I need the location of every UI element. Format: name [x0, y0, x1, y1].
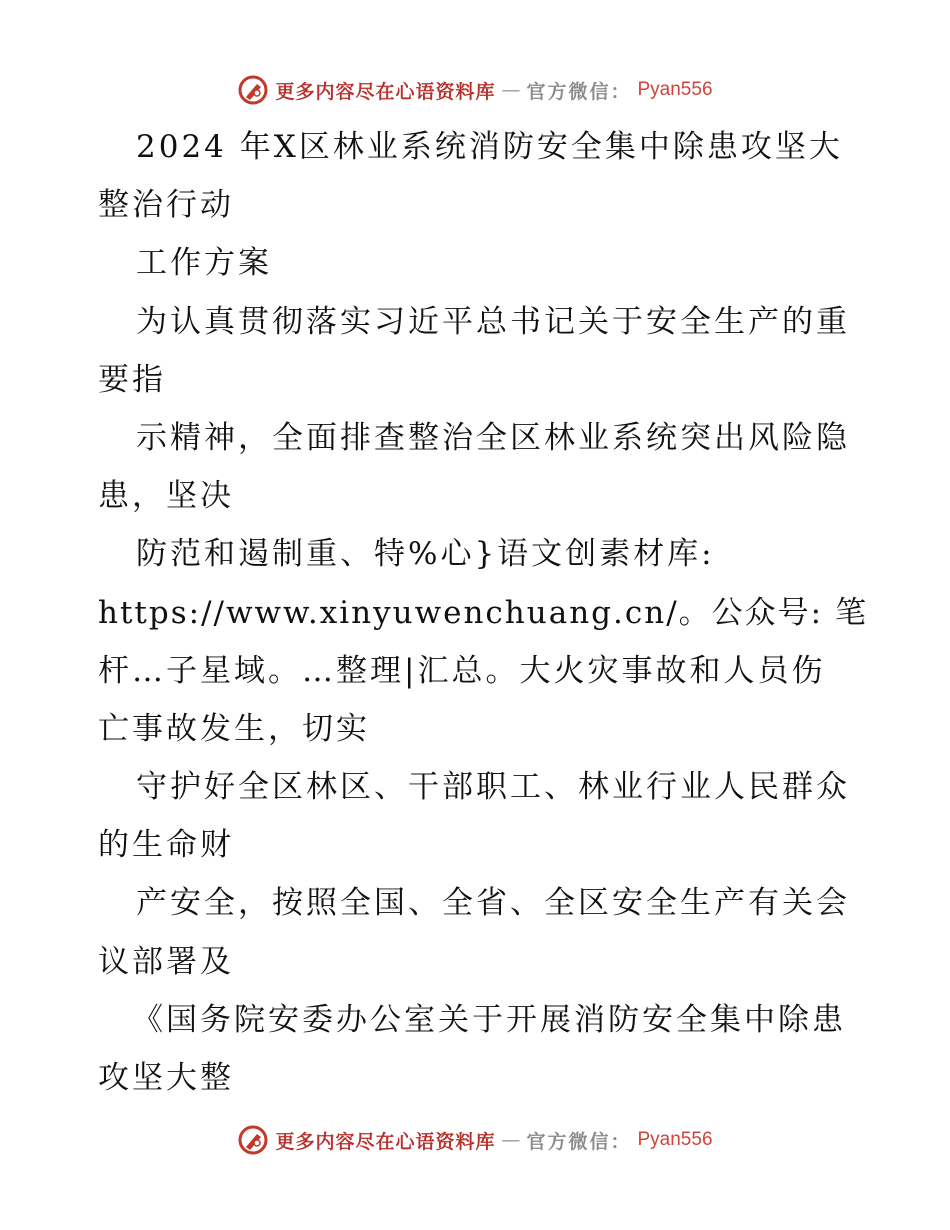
banner-main-text: 更多内容尽在心语资料库 — [275, 80, 496, 103]
banner-main-text: 更多内容尽在心语资料库 — [275, 1130, 496, 1153]
red-circle-logo-icon — [237, 74, 269, 106]
paragraph-line: 患，坚决 — [98, 478, 234, 515]
paragraph-line: 守护好全区林区、干部职工、林业行业人民群众 — [136, 769, 850, 806]
paragraph-line: 亡事故发生，切实 — [98, 710, 370, 747]
paragraph-line: 的生命财 — [98, 827, 234, 864]
title-line-1: 2024 年X区林业系统消防安全集中除患攻坚大 — [136, 129, 843, 165]
red-circle-logo-icon — [237, 1124, 269, 1156]
header-banner — [0, 70, 950, 110]
banner-channel-text: 官方微信： — [526, 80, 632, 103]
paragraph-line: 示精神，全面排查整治全区林业系统突出风险隐 — [136, 419, 850, 456]
paragraph-line: 产安全，按照全国、全省、全区安全生产有关会 — [136, 885, 850, 922]
paragraph-line: 《国务院安委办公室关于开展消防安全集中除患 — [132, 1001, 846, 1038]
banner-wechat-id: Pyan556 — [637, 1129, 713, 1150]
paragraph-line: 为认真贯彻落实习近平总书记关于安全生产的重 — [136, 303, 850, 340]
subtitle-line: 工作方案 — [136, 245, 272, 282]
paragraph-line: 防范和遏制重、特%心}语文创素材库: — [136, 536, 715, 573]
paragraph-line: 攻坚大整 — [98, 1060, 234, 1096]
footer-banner — [0, 1120, 950, 1160]
banner-dash: — — [501, 1129, 521, 1151]
banner-dash: — — [501, 79, 521, 101]
title-line-2: 整治行动 — [98, 187, 234, 224]
document-body — [98, 118, 868, 1107]
paragraph-line: 议部署及 — [98, 943, 234, 980]
paragraph-line: 要指 — [98, 361, 166, 398]
url-line: https://www.xinyuwenchuang.cn/。公众号: 笔 — [98, 594, 868, 631]
paragraph-line: 杆…子星域。…整理|汇总。大火灾事故和人员伤 — [98, 652, 826, 689]
banner-channel-text: 官方微信： — [526, 1130, 632, 1153]
banner-wechat-id: Pyan556 — [637, 79, 713, 100]
